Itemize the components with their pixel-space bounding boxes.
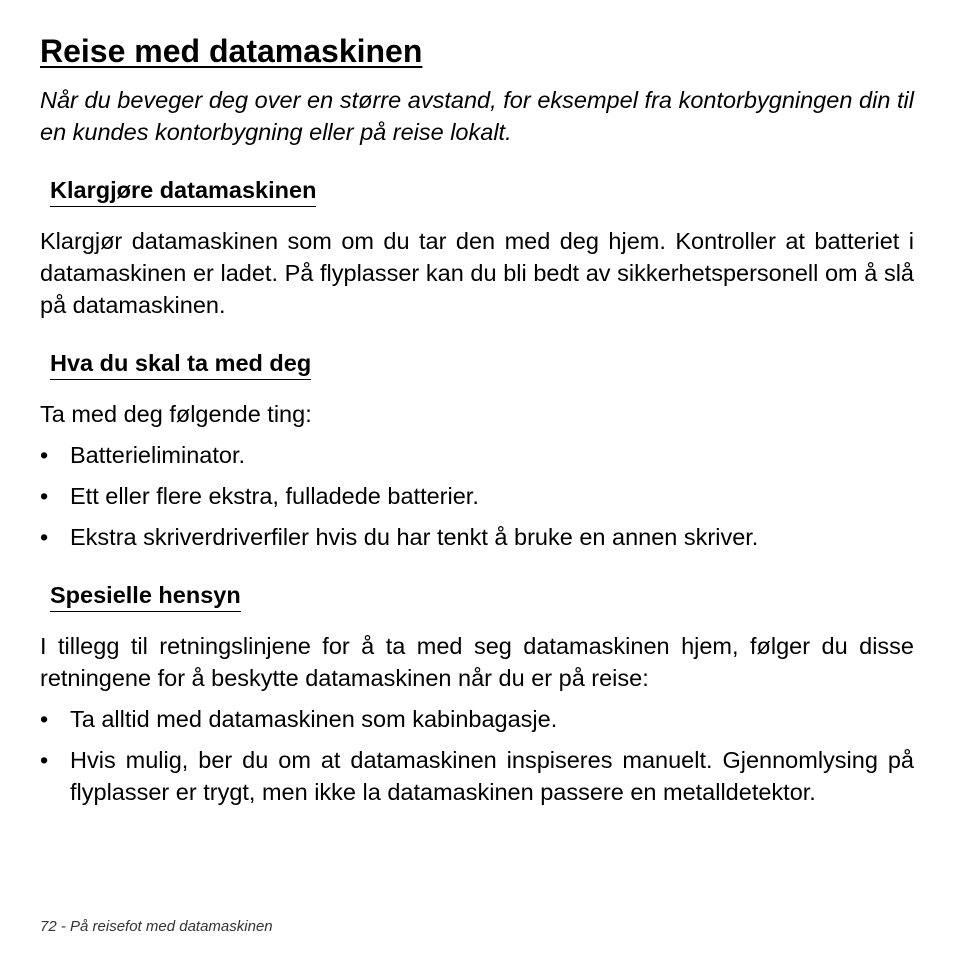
bullet-list — [40, 703, 914, 808]
bullet-icon: • — [40, 747, 49, 773]
bullet-icon: • — [40, 442, 49, 468]
bullet-list — [40, 439, 914, 553]
section-paragraph: I tillegg til retningslinjene for å ta med seg datamaskinen hjem, følger du disse retningene for å beskytte datamaskinen når du er på reise: — [40, 633, 914, 691]
bullet-icon: • — [40, 706, 49, 732]
section-spesielle-hensyn — [40, 581, 914, 612]
section-ta-med — [40, 349, 914, 380]
page-title: Reise med datamaskinen — [40, 33, 423, 69]
list-item — [40, 480, 914, 512]
list-item-text: Ekstra skriverdriverfiler hvis du har tenkt å bruke en annen skriver. — [70, 524, 759, 550]
section-heading: Hva du skal ta med deg — [50, 349, 311, 380]
intro-paragraph: Når du beveger deg over en større avstand, for eksempel fra kontorbygningen din til en kundes kontorbygning eller på reise lokalt. — [40, 87, 914, 145]
document-page — [40, 30, 914, 808]
page-footer: 72 - På reisefot med datamaskinen — [40, 918, 273, 935]
section-heading: Klargjøre datamaskinen — [50, 176, 316, 207]
list-item-text: Hvis mulig, ber du om at datamaskinen inspiseres manuelt. Gjennomlysing på flyplasser er trygt, men ikke la datamaskinen passere en metalldetektor. — [70, 747, 914, 805]
list-item — [40, 439, 914, 471]
section-paragraph: Ta med deg følgende ting: — [40, 401, 312, 427]
bullet-icon: • — [40, 524, 49, 550]
section-paragraph: Klargjør datamaskinen som om du tar den med deg hjem. Kontroller at batteriet i datamaskinen er ladet. På flyplasser kan du bli bedt av sikkerhetspersonell om å slå på datamaskinen. — [40, 228, 914, 318]
list-item-text: Batterieliminator. — [70, 442, 246, 468]
list-item-text: Ta alltid med datamaskinen som kabinbagasje. — [70, 706, 558, 732]
section-klargjore — [40, 176, 914, 207]
list-item-text: Ett eller flere ekstra, fulladede batterier. — [70, 483, 479, 509]
bullet-icon: • — [40, 483, 49, 509]
list-item — [40, 703, 914, 735]
list-item — [40, 521, 914, 553]
section-heading: Spesielle hensyn — [50, 581, 241, 612]
list-item — [40, 744, 914, 808]
